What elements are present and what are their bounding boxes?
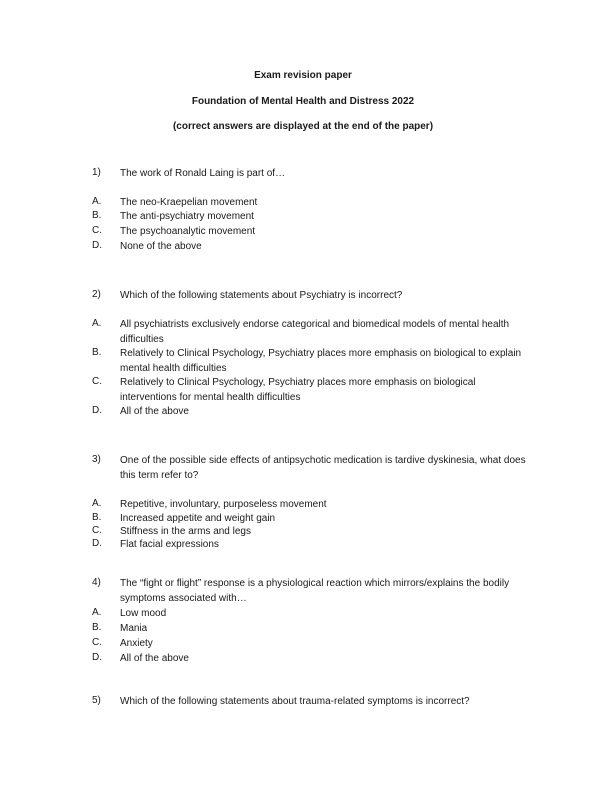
option-text: Increased appetite and weight gain — [120, 513, 276, 524]
option-text: None of the above — [120, 241, 202, 252]
question-text: The “fight or flight” response is a physiological reaction which mirrors/explains the bodily symptoms associated with… — [120, 578, 510, 604]
question-number: 2) — [92, 289, 101, 300]
option-text: The anti-psychiatry movement — [120, 211, 254, 222]
option-text: Mania — [120, 623, 148, 634]
option-text: Low mood — [120, 608, 167, 619]
option-letter: D. — [92, 652, 102, 663]
option-text: Repetitive, involuntary, purposeless movement — [120, 499, 327, 510]
option-letter: A. — [92, 498, 102, 509]
option-text: Relatively to Clinical Psychology, Psychiatry places more emphasis on biological to explain mental health difficulties — [120, 348, 522, 374]
option-text: All of the above — [120, 653, 189, 664]
option-letter: A. — [92, 318, 102, 329]
option-letter: C. — [92, 376, 102, 387]
option-letter: A. — [92, 196, 102, 207]
option-letter: D. — [92, 405, 102, 416]
option-text: The psychoanalytic movement — [120, 226, 256, 237]
question-number: 3) — [92, 454, 101, 465]
option-letter: B. — [92, 512, 102, 523]
option-text: The neo-Kraepelian movement — [120, 197, 258, 208]
question-text: One of the possible side effects of antipsychotic medication is tardive dyskinesia, what does this term refer to? — [120, 455, 526, 481]
option-letter: C. — [92, 637, 102, 648]
option-letter: A. — [92, 607, 102, 618]
question-number: 5) — [92, 695, 101, 706]
question-number: 4) — [92, 577, 101, 588]
option-letter: D. — [92, 538, 102, 549]
question-text: The work of Ronald Laing is part of… — [120, 168, 286, 179]
option-letter: C. — [92, 225, 102, 236]
option-text: Anxiety — [120, 638, 153, 649]
option-text: Relatively to Clinical Psychology, Psychiatry places more emphasis on biological interventions for mental health difficulties — [120, 377, 476, 403]
question-number: 1) — [92, 167, 101, 178]
option-text: All psychiatrists exclusively endorse categorical and biomedical models of mental health difficulties — [120, 319, 510, 345]
option-letter: B. — [92, 210, 102, 221]
option-text: All of the above — [120, 406, 189, 417]
option-letter: C. — [92, 525, 102, 536]
option-text: Stiffness in the arms and legs — [120, 526, 251, 537]
option-letter: B. — [92, 622, 102, 633]
option-text: Flat facial expressions — [120, 539, 219, 550]
question-text: Which of the following statements about Psychiatry is incorrect? — [120, 290, 403, 301]
doc-title: Exam revision paper — [254, 70, 352, 81]
doc-note: (correct answers are displayed at the end of the paper) — [172, 121, 434, 132]
doc-subtitle: Foundation of Mental Health and Distress 2022 — [191, 96, 415, 107]
option-letter: B. — [92, 347, 102, 358]
question-text: Which of the following statements about trauma-related symptoms is incorrect? — [120, 696, 470, 707]
option-letter: D. — [92, 240, 102, 251]
